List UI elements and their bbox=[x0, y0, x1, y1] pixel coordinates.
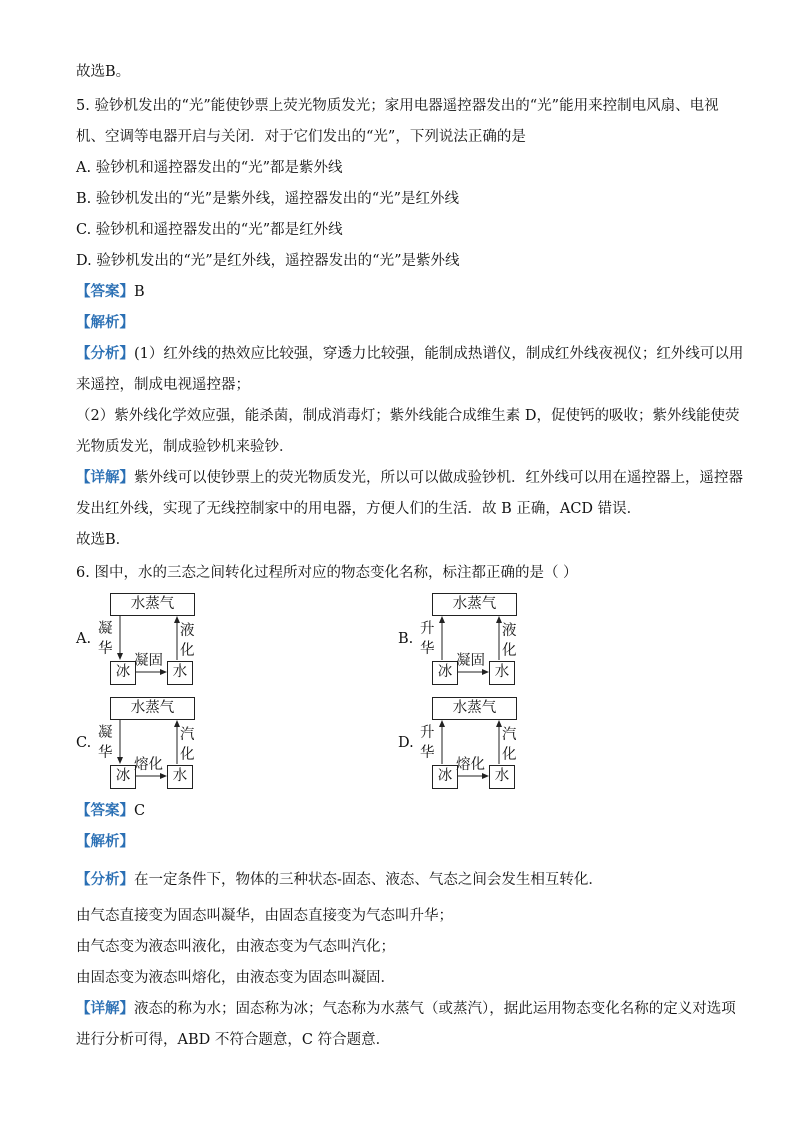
q5-option-a: A. 验钞机和遥控器发出的“光”都是紫外线 bbox=[76, 160, 343, 176]
water-box: 水 bbox=[167, 765, 193, 789]
q5-stem-line2: 机、空调等电器开启与关闭．对于它们发出的“光”，下列说法正确的是 bbox=[76, 129, 526, 145]
q5-analysis-heading bbox=[76, 313, 134, 333]
vapor-box: 水蒸气 bbox=[432, 697, 517, 720]
q6-rule-3: 由固态变为液态叫熔化，由液态变为固态叫凝固． bbox=[76, 970, 395, 986]
fenxi-tag: 【分析】 bbox=[76, 345, 134, 362]
transition-arrows bbox=[432, 593, 562, 688]
detail-text: 液态的称为水；固态称为冰；气态称为水蒸气（或蒸汽），据此运用物态变化名称的定义对选项 bbox=[134, 1001, 736, 1017]
water-box: 水 bbox=[489, 661, 515, 685]
q6-fenxi bbox=[76, 870, 603, 890]
q5-stem-line1: 5. 验钞机发出的“光”能使钞票上荧光物质发光；家用电器遥控器发出的“光”能用来控制电风扇、电视 bbox=[76, 98, 719, 114]
water-box: 水 bbox=[167, 661, 193, 685]
q5-detail-line1 bbox=[76, 468, 743, 488]
q5-option-d: D. 验钞机发出的“光”是红外线，遥控器发出的“光”是紫外线 bbox=[76, 253, 460, 269]
detail-text: 紫外线可以使钞票上的荧光物质发光，所以可以做成验钞机．红外线可以用在遥控器上，遥控器 bbox=[134, 470, 743, 486]
detail-tag: 【详解】 bbox=[76, 1000, 134, 1017]
right-label-top: 汽 bbox=[180, 727, 195, 743]
transition-arrows bbox=[110, 593, 240, 688]
option-b-diagram bbox=[398, 593, 562, 688]
q6-rule-1: 由气态直接变为固态叫凝华，由固态直接变为气态叫升华； bbox=[76, 908, 453, 924]
q5-fenxi-line1 bbox=[76, 344, 743, 364]
analysis-tag: 【解析】 bbox=[76, 314, 134, 331]
analysis-tag: 【解析】 bbox=[76, 833, 134, 850]
right-label-bottom: 化 bbox=[502, 643, 517, 659]
bottom-label: 凝固 bbox=[134, 653, 163, 669]
right-label-bottom: 化 bbox=[502, 747, 517, 763]
q5-answer bbox=[76, 282, 145, 302]
right-label-top: 液 bbox=[502, 623, 517, 639]
answer-tag: 【答案】 bbox=[76, 802, 134, 819]
q6-rule-2: 由气态变为液态叫液化，由液态变为气态叫汽化； bbox=[76, 939, 395, 955]
left-label-top: 升 bbox=[420, 725, 435, 741]
option-d-diagram bbox=[398, 697, 562, 792]
q5-option-c: C. 验钞机和遥控器发出的“光”都是红外线 bbox=[76, 222, 343, 238]
vapor-box: 水蒸气 bbox=[432, 593, 517, 616]
water-box: 水 bbox=[489, 765, 515, 789]
option-label: C. bbox=[76, 735, 92, 751]
answer-tag: 【答案】 bbox=[76, 283, 134, 300]
answer-value: B bbox=[134, 284, 145, 300]
q6-stem: 6. 图中，水的三态之间转化过程所对应的物态变化名称，标注都正确的是（ ） bbox=[76, 565, 578, 581]
answer-value: C bbox=[134, 803, 146, 819]
left-label-top: 凝 bbox=[98, 725, 113, 741]
fenxi-tag: 【分析】 bbox=[76, 871, 134, 888]
left-label-bottom: 华 bbox=[98, 745, 113, 761]
q5-detail-line2: 发出红外线，实现了无线控制家中的用电器，方便人们的生活．故 B 正确，ACD 错误． bbox=[76, 501, 642, 517]
option-a-diagram bbox=[76, 593, 240, 688]
option-label: A. bbox=[76, 631, 92, 647]
q5-fenxi-line3: （2）紫外线化学效应强，能杀菌，制成消毒灯；紫外线能合成维生素 D，促使钙的吸收；紫外线能使荧 bbox=[76, 408, 740, 424]
bottom-label: 凝固 bbox=[456, 653, 485, 669]
left-label-top: 凝 bbox=[98, 621, 113, 637]
vapor-box: 水蒸气 bbox=[110, 697, 195, 720]
right-label-bottom: 化 bbox=[180, 643, 195, 659]
fenxi-text: 在一定条件下，物体的三种状态-固态、液态、气态之间会发生相互转化． bbox=[134, 872, 603, 888]
q5-fenxi-line4: 光物质发光，制成验钞机来验钞． bbox=[76, 439, 294, 455]
left-label-bottom: 华 bbox=[420, 641, 435, 657]
detail-tag: 【详解】 bbox=[76, 469, 134, 486]
prev-conclusion: 故选B。 bbox=[76, 64, 131, 80]
left-label-top: 升 bbox=[420, 621, 435, 637]
right-label-bottom: 化 bbox=[180, 747, 195, 763]
q5-fenxi-line2: 来遥控，制成电视遥控器； bbox=[76, 377, 250, 393]
q6-detail-line1 bbox=[76, 999, 736, 1019]
ice-box: 冰 bbox=[110, 661, 136, 685]
q5-option-b: B. 验钞机发出的“光”是紫外线，遥控器发出的“光”是红外线 bbox=[76, 191, 460, 207]
option-label: D. bbox=[398, 735, 414, 751]
option-c-diagram bbox=[76, 697, 240, 792]
vapor-box: 水蒸气 bbox=[110, 593, 195, 616]
right-label-top: 液 bbox=[180, 623, 195, 639]
ice-box: 冰 bbox=[432, 765, 458, 789]
right-label-top: 汽 bbox=[502, 727, 517, 743]
transition-arrows bbox=[110, 697, 240, 792]
fenxi-text: (1）红外线的热效应比较强，穿透力比较强，能制成热谱仪，制成红外线夜视仪；红外线可以用 bbox=[134, 346, 744, 362]
transition-arrows bbox=[432, 697, 562, 792]
q6-detail-line2: 进行分析可得，ABD 不符合题意，C 符合题意． bbox=[76, 1032, 391, 1048]
bottom-label: 熔化 bbox=[456, 757, 485, 773]
option-label: B. bbox=[398, 631, 414, 647]
ice-box: 冰 bbox=[110, 765, 136, 789]
q6-answer bbox=[76, 801, 145, 821]
q6-analysis-heading bbox=[76, 832, 134, 852]
ice-box: 冰 bbox=[432, 661, 458, 685]
bottom-label: 熔化 bbox=[134, 757, 163, 773]
left-label-bottom: 华 bbox=[98, 641, 113, 657]
left-label-bottom: 华 bbox=[420, 745, 435, 761]
q5-conclusion: 故选B． bbox=[76, 532, 131, 548]
